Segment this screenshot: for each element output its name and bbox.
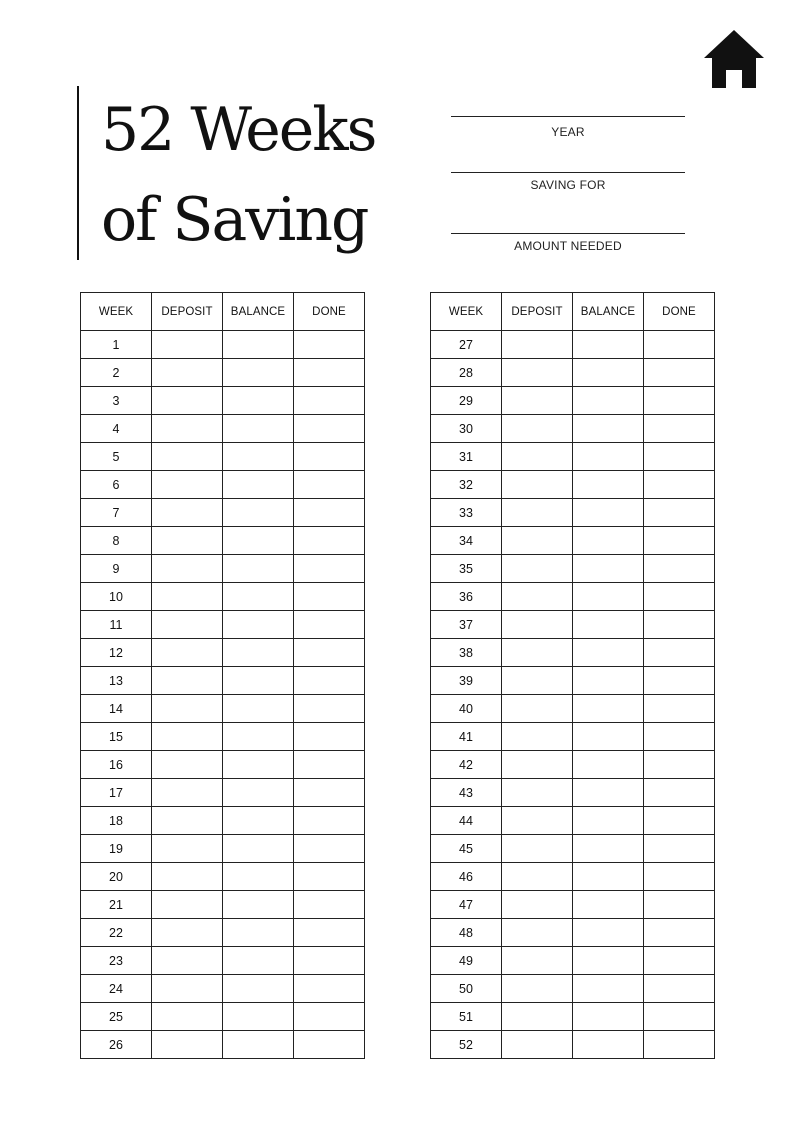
column-header-balance: BALANCE [573, 293, 644, 331]
saving-for-field-line[interactable] [451, 172, 685, 173]
deposit-cell[interactable] [502, 1031, 573, 1059]
week-cell: 32 [431, 471, 502, 499]
deposit-cell[interactable] [152, 527, 223, 555]
balance-cell[interactable] [223, 611, 294, 639]
balance-cell[interactable] [573, 667, 644, 695]
done-cell[interactable] [294, 667, 365, 695]
done-cell[interactable] [294, 835, 365, 863]
table-row [81, 947, 365, 975]
week-cell: 9 [81, 555, 152, 583]
done-cell[interactable] [644, 443, 715, 471]
table-row [431, 583, 715, 611]
balance-cell[interactable] [573, 807, 644, 835]
deposit-cell[interactable] [152, 387, 223, 415]
table-row [81, 443, 365, 471]
week-cell: 3 [81, 387, 152, 415]
deposit-cell[interactable] [152, 947, 223, 975]
balance-cell[interactable] [573, 555, 644, 583]
table-row [81, 891, 365, 919]
week-cell: 23 [81, 947, 152, 975]
table-row [431, 947, 715, 975]
done-cell[interactable] [294, 387, 365, 415]
done-cell[interactable] [294, 415, 365, 443]
column-header-week: WEEK [81, 293, 152, 331]
weeks-table-left-body [81, 331, 365, 1059]
week-cell: 33 [431, 499, 502, 527]
balance-cell[interactable] [223, 443, 294, 471]
deposit-cell[interactable] [152, 863, 223, 891]
column-header-week: WEEK [431, 293, 502, 331]
home-icon [703, 28, 765, 90]
table-row [431, 331, 715, 359]
week-cell: 17 [81, 779, 152, 807]
deposit-cell[interactable] [502, 723, 573, 751]
week-cell: 31 [431, 443, 502, 471]
done-cell[interactable] [294, 891, 365, 919]
done-cell[interactable] [644, 1031, 715, 1059]
deposit-cell[interactable] [502, 891, 573, 919]
week-cell: 28 [431, 359, 502, 387]
done-cell[interactable] [294, 947, 365, 975]
balance-cell[interactable] [223, 695, 294, 723]
week-cell: 25 [81, 1003, 152, 1031]
balance-cell[interactable] [573, 583, 644, 611]
done-cell[interactable] [644, 835, 715, 863]
deposit-cell[interactable] [152, 751, 223, 779]
done-cell[interactable] [644, 975, 715, 1003]
table-row [431, 471, 715, 499]
week-cell: 21 [81, 891, 152, 919]
deposit-cell[interactable] [502, 695, 573, 723]
balance-cell[interactable] [223, 807, 294, 835]
deposit-cell[interactable] [152, 611, 223, 639]
done-cell[interactable] [644, 415, 715, 443]
done-cell[interactable] [644, 331, 715, 359]
done-cell[interactable] [294, 471, 365, 499]
deposit-cell[interactable] [502, 443, 573, 471]
balance-cell[interactable] [573, 443, 644, 471]
done-cell[interactable] [644, 807, 715, 835]
deposit-cell[interactable] [502, 471, 573, 499]
week-cell: 11 [81, 611, 152, 639]
balance-cell[interactable] [573, 527, 644, 555]
deposit-cell[interactable] [152, 415, 223, 443]
week-cell: 6 [81, 471, 152, 499]
balance-cell[interactable] [223, 863, 294, 891]
balance-cell[interactable] [223, 1031, 294, 1059]
table-row [431, 891, 715, 919]
table-row [81, 639, 365, 667]
week-cell: 4 [81, 415, 152, 443]
balance-cell[interactable] [223, 555, 294, 583]
weeks-table-right-body [431, 331, 715, 1059]
column-header-balance: BALANCE [223, 293, 294, 331]
amount-needed-field-line[interactable] [451, 233, 685, 234]
balance-cell[interactable] [573, 359, 644, 387]
week-cell: 38 [431, 639, 502, 667]
balance-cell[interactable] [573, 1003, 644, 1031]
deposit-cell[interactable] [152, 1031, 223, 1059]
week-cell: 52 [431, 1031, 502, 1059]
done-cell[interactable] [294, 555, 365, 583]
table-row [431, 667, 715, 695]
week-cell: 1 [81, 331, 152, 359]
table-row [81, 527, 365, 555]
table-row [431, 443, 715, 471]
deposit-cell[interactable] [502, 415, 573, 443]
table-row [81, 835, 365, 863]
balance-cell[interactable] [573, 499, 644, 527]
week-cell: 20 [81, 863, 152, 891]
deposit-cell[interactable] [502, 639, 573, 667]
deposit-cell[interactable] [502, 919, 573, 947]
deposit-cell[interactable] [152, 359, 223, 387]
weeks-table-left [80, 292, 365, 1059]
balance-cell[interactable] [223, 1003, 294, 1031]
balance-cell[interactable] [223, 779, 294, 807]
balance-cell[interactable] [223, 583, 294, 611]
deposit-cell[interactable] [152, 779, 223, 807]
balance-cell[interactable] [223, 947, 294, 975]
week-cell: 37 [431, 611, 502, 639]
table-row [81, 751, 365, 779]
balance-cell[interactable] [573, 1031, 644, 1059]
deposit-cell[interactable] [502, 779, 573, 807]
column-header-deposit: DEPOSIT [152, 293, 223, 331]
table-row [431, 555, 715, 583]
deposit-cell[interactable] [152, 499, 223, 527]
week-cell: 10 [81, 583, 152, 611]
balance-cell[interactable] [573, 695, 644, 723]
deposit-cell[interactable] [152, 807, 223, 835]
deposit-cell[interactable] [502, 387, 573, 415]
deposit-cell[interactable] [502, 611, 573, 639]
balance-cell[interactable] [573, 415, 644, 443]
done-cell[interactable] [644, 471, 715, 499]
done-cell[interactable] [644, 639, 715, 667]
deposit-cell[interactable] [502, 1003, 573, 1031]
done-cell[interactable] [644, 583, 715, 611]
done-cell[interactable] [294, 331, 365, 359]
table-row [431, 1031, 715, 1059]
balance-cell[interactable] [573, 751, 644, 779]
deposit-cell[interactable] [152, 891, 223, 919]
table-row [431, 919, 715, 947]
table-row [431, 835, 715, 863]
table-row [431, 863, 715, 891]
deposit-cell[interactable] [152, 975, 223, 1003]
done-cell[interactable] [294, 779, 365, 807]
week-cell: 29 [431, 387, 502, 415]
done-cell[interactable] [644, 527, 715, 555]
done-cell[interactable] [644, 947, 715, 975]
column-header-done: DONE [294, 293, 365, 331]
table-row [431, 1003, 715, 1031]
done-cell[interactable] [294, 499, 365, 527]
done-cell[interactable] [294, 807, 365, 835]
deposit-cell[interactable] [502, 835, 573, 863]
week-cell: 19 [81, 835, 152, 863]
table-row [431, 359, 715, 387]
deposit-cell[interactable] [152, 667, 223, 695]
done-cell[interactable] [294, 1003, 365, 1031]
table-row [81, 863, 365, 891]
deposit-cell[interactable] [502, 583, 573, 611]
table-row [81, 919, 365, 947]
balance-cell[interactable] [223, 835, 294, 863]
deposit-cell[interactable] [152, 919, 223, 947]
deposit-cell[interactable] [152, 639, 223, 667]
deposit-cell[interactable] [502, 863, 573, 891]
done-cell[interactable] [644, 667, 715, 695]
balance-cell[interactable] [223, 499, 294, 527]
table-row [431, 611, 715, 639]
done-cell[interactable] [644, 387, 715, 415]
deposit-cell[interactable] [152, 555, 223, 583]
done-cell[interactable] [294, 919, 365, 947]
week-cell: 48 [431, 919, 502, 947]
done-cell[interactable] [294, 611, 365, 639]
amount-needed-label: AMOUNT NEEDED [514, 239, 622, 253]
done-cell[interactable] [644, 723, 715, 751]
week-cell: 8 [81, 527, 152, 555]
balance-cell[interactable] [223, 331, 294, 359]
table-row [431, 695, 715, 723]
done-cell[interactable] [294, 751, 365, 779]
table-row [431, 807, 715, 835]
year-label: YEAR [551, 125, 585, 139]
table-row [81, 611, 365, 639]
balance-cell[interactable] [573, 611, 644, 639]
table-row [431, 415, 715, 443]
balance-cell[interactable] [573, 975, 644, 1003]
balance-cell[interactable] [223, 975, 294, 1003]
balance-cell[interactable] [223, 415, 294, 443]
table-row [81, 975, 365, 1003]
balance-cell[interactable] [223, 891, 294, 919]
done-cell[interactable] [294, 639, 365, 667]
deposit-cell[interactable] [502, 751, 573, 779]
done-cell[interactable] [644, 555, 715, 583]
week-cell: 5 [81, 443, 152, 471]
deposit-cell[interactable] [152, 1003, 223, 1031]
week-cell: 12 [81, 639, 152, 667]
table-row [431, 499, 715, 527]
deposit-cell[interactable] [152, 583, 223, 611]
table-row [431, 527, 715, 555]
done-cell[interactable] [644, 1003, 715, 1031]
year-field-line[interactable] [451, 116, 685, 117]
deposit-cell[interactable] [502, 527, 573, 555]
week-cell: 18 [81, 807, 152, 835]
deposit-cell[interactable] [502, 667, 573, 695]
done-cell[interactable] [644, 863, 715, 891]
week-cell: 36 [431, 583, 502, 611]
table-row [81, 807, 365, 835]
balance-cell[interactable] [573, 863, 644, 891]
week-cell: 35 [431, 555, 502, 583]
deposit-cell[interactable] [502, 359, 573, 387]
balance-cell[interactable] [573, 639, 644, 667]
done-cell[interactable] [294, 695, 365, 723]
table-row [81, 1003, 365, 1031]
deposit-cell[interactable] [152, 723, 223, 751]
table-row [81, 583, 365, 611]
week-cell: 30 [431, 415, 502, 443]
table-row [81, 471, 365, 499]
done-cell[interactable] [644, 751, 715, 779]
table-row [81, 667, 365, 695]
deposit-cell[interactable] [152, 471, 223, 499]
week-cell: 34 [431, 527, 502, 555]
week-cell: 42 [431, 751, 502, 779]
done-cell[interactable] [294, 583, 365, 611]
done-cell[interactable] [644, 891, 715, 919]
done-cell[interactable] [644, 919, 715, 947]
done-cell[interactable] [294, 723, 365, 751]
balance-cell[interactable] [223, 387, 294, 415]
deposit-cell[interactable] [502, 331, 573, 359]
week-cell: 16 [81, 751, 152, 779]
week-cell: 40 [431, 695, 502, 723]
table-row [81, 499, 365, 527]
balance-cell[interactable] [573, 331, 644, 359]
table-row [431, 723, 715, 751]
deposit-cell[interactable] [502, 947, 573, 975]
deposit-cell[interactable] [152, 331, 223, 359]
page-title-line-1: 52 Weeks [101, 95, 376, 165]
table-row [81, 415, 365, 443]
week-cell: 45 [431, 835, 502, 863]
table-header-row [81, 293, 365, 331]
done-cell[interactable] [294, 359, 365, 387]
table-row [81, 1031, 365, 1059]
week-cell: 39 [431, 667, 502, 695]
table-row [81, 779, 365, 807]
done-cell[interactable] [644, 359, 715, 387]
deposit-cell[interactable] [502, 975, 573, 1003]
week-cell: 50 [431, 975, 502, 1003]
done-cell[interactable] [644, 779, 715, 807]
title-divider [77, 86, 79, 260]
deposit-cell[interactable] [152, 695, 223, 723]
balance-cell[interactable] [573, 947, 644, 975]
balance-cell[interactable] [573, 919, 644, 947]
table-row [81, 695, 365, 723]
week-cell: 47 [431, 891, 502, 919]
week-cell: 46 [431, 863, 502, 891]
balance-cell[interactable] [223, 751, 294, 779]
done-cell[interactable] [644, 611, 715, 639]
done-cell[interactable] [294, 443, 365, 471]
table-header-row [431, 293, 715, 331]
deposit-cell[interactable] [152, 443, 223, 471]
balance-cell[interactable] [573, 723, 644, 751]
week-cell: 26 [81, 1031, 152, 1059]
table-row [431, 751, 715, 779]
balance-cell[interactable] [223, 527, 294, 555]
deposit-cell[interactable] [152, 835, 223, 863]
done-cell[interactable] [294, 1031, 365, 1059]
done-cell[interactable] [294, 527, 365, 555]
table-row [431, 639, 715, 667]
balance-cell[interactable] [223, 667, 294, 695]
week-cell: 27 [431, 331, 502, 359]
week-cell: 7 [81, 499, 152, 527]
balance-cell[interactable] [223, 723, 294, 751]
week-cell: 14 [81, 695, 152, 723]
table-row [81, 331, 365, 359]
saving-for-label: SAVING FOR [530, 178, 606, 192]
balance-cell[interactable] [573, 779, 644, 807]
column-header-done: DONE [644, 293, 715, 331]
done-cell[interactable] [294, 863, 365, 891]
table-row [431, 387, 715, 415]
done-cell[interactable] [294, 975, 365, 1003]
table-row [81, 723, 365, 751]
column-header-deposit: DEPOSIT [502, 293, 573, 331]
done-cell[interactable] [644, 499, 715, 527]
deposit-cell[interactable] [502, 499, 573, 527]
week-cell: 22 [81, 919, 152, 947]
deposit-cell[interactable] [502, 807, 573, 835]
week-cell: 43 [431, 779, 502, 807]
balance-cell[interactable] [223, 359, 294, 387]
done-cell[interactable] [644, 695, 715, 723]
page-title-line-2: of Saving [101, 185, 368, 255]
balance-cell[interactable] [573, 471, 644, 499]
week-cell: 51 [431, 1003, 502, 1031]
week-cell: 2 [81, 359, 152, 387]
balance-cell[interactable] [223, 639, 294, 667]
table-row [431, 975, 715, 1003]
deposit-cell[interactable] [502, 555, 573, 583]
balance-cell[interactable] [223, 919, 294, 947]
table-row [81, 387, 365, 415]
balance-cell[interactable] [573, 835, 644, 863]
balance-cell[interactable] [573, 891, 644, 919]
table-row [81, 555, 365, 583]
table-row [431, 779, 715, 807]
week-cell: 24 [81, 975, 152, 1003]
week-cell: 15 [81, 723, 152, 751]
balance-cell[interactable] [223, 471, 294, 499]
week-cell: 41 [431, 723, 502, 751]
balance-cell[interactable] [573, 387, 644, 415]
week-cell: 13 [81, 667, 152, 695]
table-row [81, 359, 365, 387]
week-cell: 44 [431, 807, 502, 835]
weeks-table-right [430, 292, 715, 1059]
week-cell: 49 [431, 947, 502, 975]
